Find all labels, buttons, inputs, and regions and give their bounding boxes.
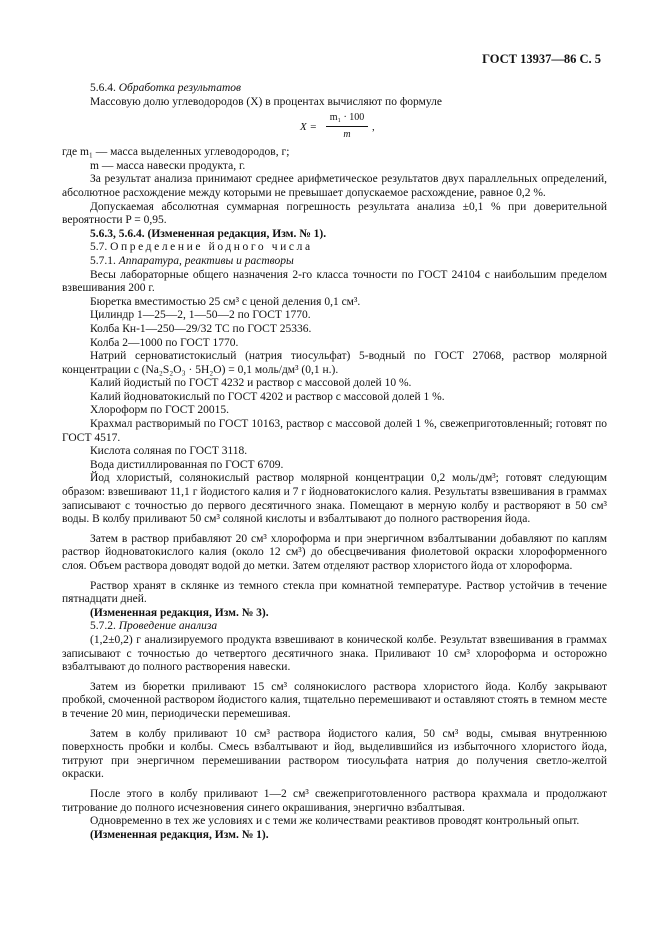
list-item: Хлороформ по ГОСТ 20015. (90, 404, 230, 417)
subsection-heading-5-7-1: 5.7.1. Аппаратура, реактивы и растворы (90, 254, 294, 267)
formula (62, 111, 607, 145)
analysis-step: Одновременно в тех же условиях и с теми же количествами реактивов проводят контрольный опыт. (90, 815, 580, 828)
list-item: Колба 2—1000 по ГОСТ 1770. (90, 336, 239, 349)
where-m1: где m₁ — масса выделенных углеводородов, г; (62, 146, 290, 159)
formula-numerator: m₁ · 100 (326, 111, 368, 127)
revision-note: 5.6.3, 5.6.4. (Измененная редакция, Изм. № 1). (90, 227, 327, 240)
list-item: Калий йодистый по ГОСТ 4232 и раствор с массовой долей 10 %. (90, 377, 412, 390)
subsection-title: Аппаратура, реактивы и растворы (118, 254, 294, 267)
section-title: Определение йодного числа (110, 241, 313, 254)
formula-trail: , (372, 121, 375, 134)
subsection-title: Проведение анализа (118, 620, 218, 633)
paragraph: Допускаемая абсолютная суммарная погрешность результата анализа ±0,1 % при доверительной вероятности P = 0,95. (62, 200, 607, 227)
analysis-step: После этого в колбу приливают 1—2 см³ свежеприготовленного раствора крахмала и продолжают титрование до полного исчезновения синего окрашивания, энергично взбалтывая. (62, 787, 607, 814)
section-heading-5-6-4: 5.6.4. Обработка результатов (90, 82, 241, 94)
list-item: Цилиндр 1—25—2, 1—50—2 по ГОСТ 1770. (90, 309, 311, 322)
paragraph: Раствор хранят в склянке из темного стекла при комнатной температуре. Раствор устойчив в течение пятнадцати дней. (62, 579, 607, 606)
list-item: Вода дистиллированная по ГОСТ 6709. (90, 458, 284, 471)
page-header: ГОСТ 13937—86 С. 5 (482, 52, 601, 66)
document-body (62, 82, 607, 842)
list-item: Калий йодноватокислый по ГОСТ 4202 и раствор с массовой долей 1 %. (90, 390, 445, 403)
list-item: Натрий серноватистокислый (натрия тиосульфат) 5-водный по ГОСТ 27068, раствор молярной концентрации c (Na₂S₂O₃ · 5H₂O) = 0,1 моль/дм³ (0,1 н.). (62, 350, 607, 376)
list-item: Кислота соляная по ГОСТ 3118. (90, 445, 248, 458)
analysis-step: (1,2±0,2) г анализируемого продукта взвешивают в конической колбе. Результат взвешивания в граммах записывают с точностью до четвертого десятичного знака. Приливают 10 см³ хлороформа и осторожно взбалтывают до полного растворения навески. (62, 633, 607, 674)
section-heading-5-7: 5.7. Определение йодного числа (90, 241, 313, 254)
section-title: Обработка результатов (118, 82, 241, 94)
list-item: Колба Кн-1—250—29/32 ТС по ГОСТ 25336. (90, 322, 312, 335)
list-item: Йод хлористый, солянокислый раствор молярной концентрации 0,2 моль/дм³; готовят следующим образом: взвешивают 11,1 г йодистого калия и 7 г йодноватокислого калия. Результаты взвешивания в граммах записывают с точностью до первого десятичного знака. Помещают в мерную колбу и растворяют в 50 см³ воды. В колбу приливают 50 см³ соляной кислоты и взбалтывают до полного растворения йода. (62, 472, 607, 526)
list-item: Весы лабораторные общего назначения 2-го класса точности по ГОСТ 24104 с наибольшим пределом взвешивания 200 г. (62, 268, 607, 295)
analysis-step: Затем в колбу приливают 10 см³ раствора йодистого калия, 50 см³ воды, смывая внутреннюю поверхность пробки и колбы. Смесь взбалтывают и йод, выделившийся из избыточного хлористого йода, титруют при энергичном перемешивании раствором тиосульфата натрия до получения светло-желтой окраски. (62, 727, 607, 781)
revision-note: (Измененная редакция, Изм. № 1). (90, 828, 269, 841)
list-item: Бюретка вместимостью 25 см³ с ценой деления 0,1 см³. (90, 295, 361, 308)
paragraph: За результат анализа принимают среднее арифметическое результатов двух параллельных определений, абсолютное расхождение между которыми не превышает допускаемое расхождение, равное 0,2 %. (62, 173, 607, 199)
formula-intro: Массовую долю углеводородов (X) в процентах вычисляют по формуле (90, 95, 442, 108)
where-m: m — масса навески продукта, г. (90, 159, 246, 172)
analysis-step: Затем из бюретки приливают 15 см³ солянокислого раствора хлористого йода. Колбу закрывают пробкой, смоченной раствором йодистого калия, тщательно перемешивают и оставляют стоять в темном месте в течение 20 мин, периодически перемешивая. (62, 680, 607, 720)
paragraph: Затем в раствор прибавляют 20 см³ хлороформа и при энергичном взбалтывании добавляют по каплям раствор йодноватокислого калия (около 12 см³) до обесцвечивания фиолетовой окраски хлороформенного слоя. Объем раствора доводят водой до метки. Затем отделяют раствор хлористого йода от хлороформа. (62, 532, 607, 572)
formula-lhs: X = (300, 121, 317, 134)
subsection-heading-5-7-2: 5.7.2. Проведение анализа (90, 620, 218, 633)
formula-fraction (326, 111, 368, 141)
formula-denominator: m (343, 128, 351, 140)
revision-note: (Измененная редакция, Изм. № 3). (90, 606, 269, 619)
list-item: Крахмал растворимый по ГОСТ 10163, раствор с массовой долей 1 %, свежеприготовленный; готовят по ГОСТ 4517. (62, 418, 607, 444)
